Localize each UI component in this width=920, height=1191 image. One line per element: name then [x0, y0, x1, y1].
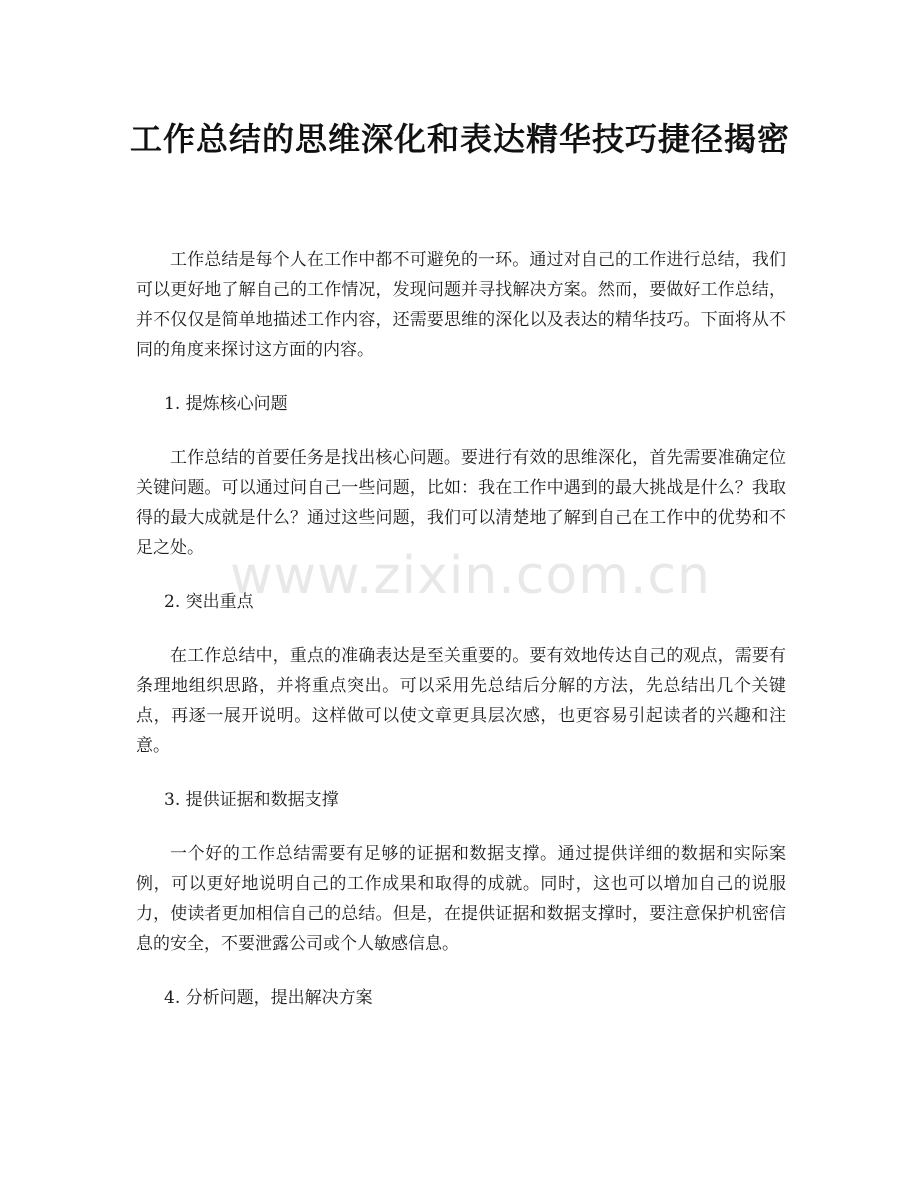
section-paragraph-2: 在工作总结中，重点的准确表达是至关重要的。要有效地传达自己的观点，需要有条理地组织思路，并将重点突出。可以采用先总结后分解的方法，先总结出几个关键点，再逐一展开说明。这样做可以使文章更具层次感，也更容易引起读者的兴趣和注意。 [136, 646, 786, 756]
document-body [136, 245, 786, 1037]
document-title: 工作总结的思维深化和表达精华技巧捷径揭密 [130, 120, 791, 158]
section-heading-1: 1. 提炼核心问题 [164, 394, 288, 414]
section-heading-4: 4. 分析问题，提出解决方案 [164, 988, 373, 1008]
section-heading-3: 3. 提供证据和数据支撑 [164, 790, 339, 810]
section-paragraph-1: 工作总结的首要任务是找出核心问题。要进行有效的思维深化，首先需要准确定位关键问题。可以通过问自己一些问题，比如：我在工作中遇到的最大挑战是什么？我取得的最大成就是什么？通过这些问题，我们可以清楚地了解到自己在工作中的优势和不足之处。 [136, 448, 786, 558]
section-paragraph-3: 一个好的工作总结需要有足够的证据和数据支撑。通过提供详细的数据和实际案例，可以更好地说明自己的工作成果和取得的成就。同时，这也可以增加自己的说服力，使读者更加相信自己的总结。但是，在提供证据和数据支撑时，要注意保护机密信息的安全，不要泄露公司或个人敏感信息。 [136, 844, 786, 954]
watermark: www.zixin.com.cn [230, 546, 711, 606]
section-heading-2: 2. 突出重点 [164, 592, 254, 612]
intro-paragraph: 工作总结是每个人在工作中都不可避免的一环。通过对自己的工作进行总结，我们可以更好地了解自己的工作情况，发现问题并寻找解决方案。然而，要做好工作总结，并不仅仅是简单地描述工作内容，还需要思维的深化以及表达的精华技巧。下面将从不同的角度来探讨这方面的内容。 [136, 250, 786, 360]
